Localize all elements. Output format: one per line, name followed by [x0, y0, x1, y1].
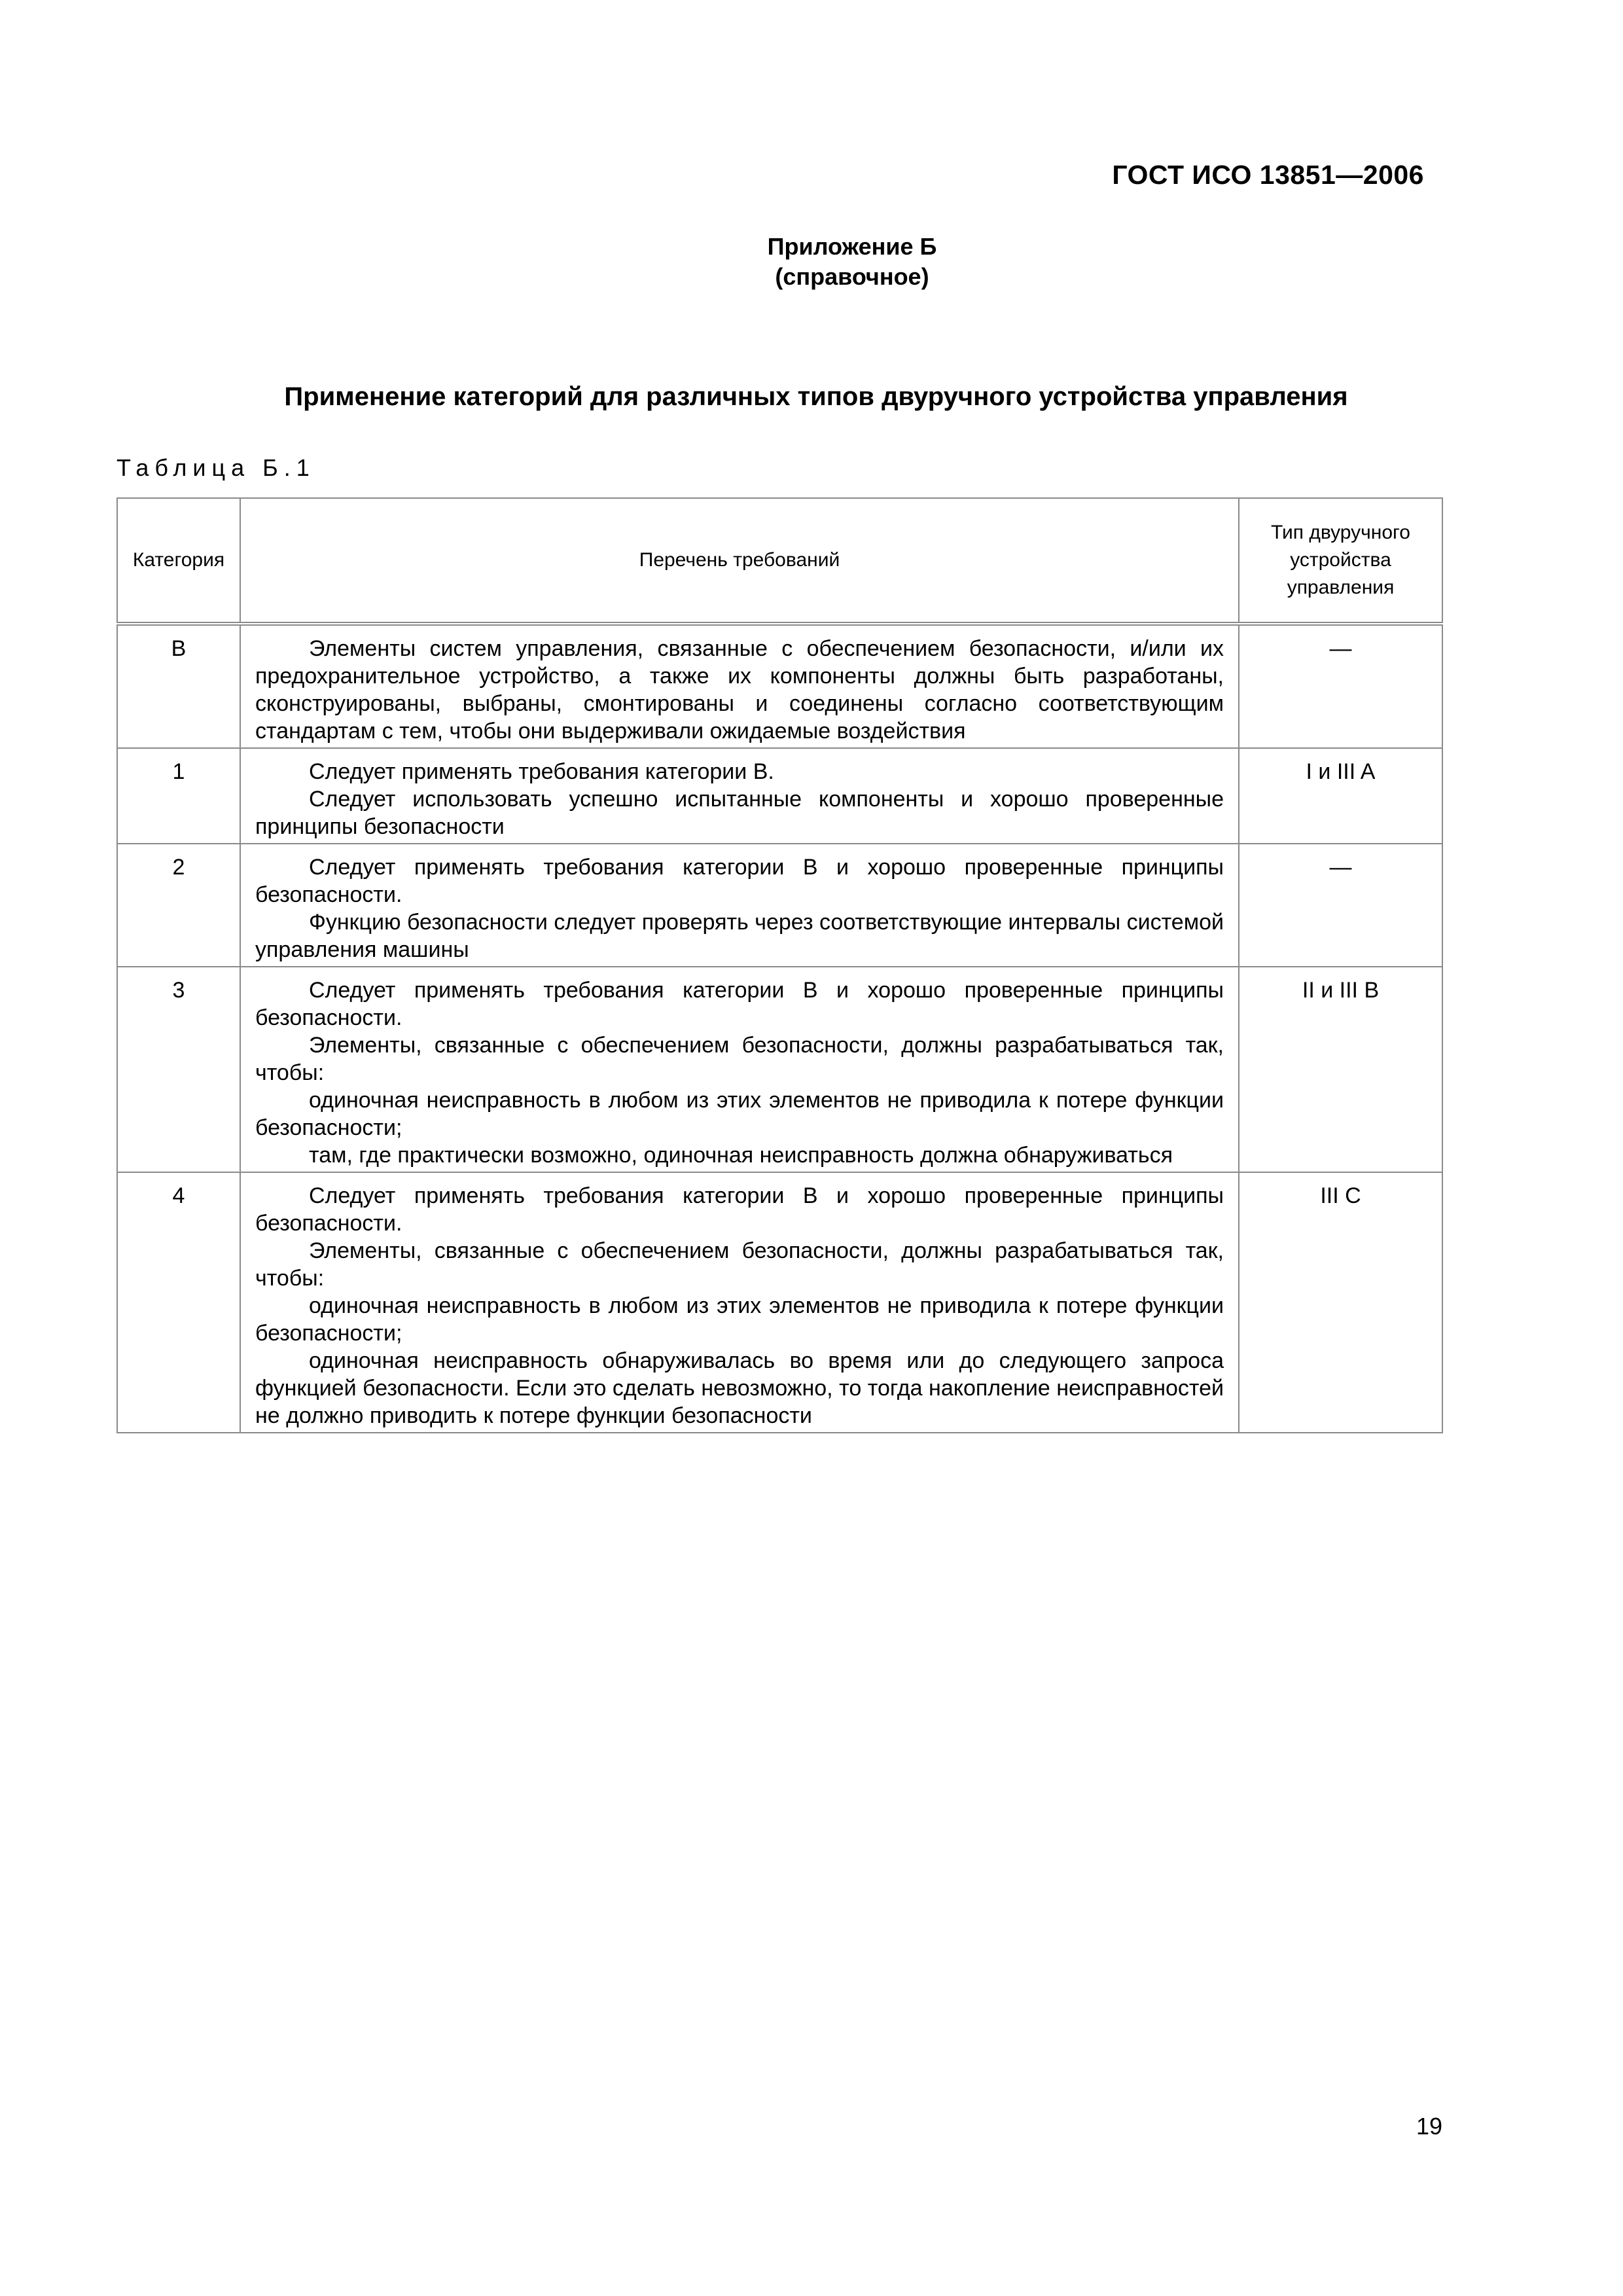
row-category: 2 — [117, 844, 240, 967]
row-device-type: III C — [1239, 1172, 1442, 1433]
requirement-paragraph: одиночная неисправность обнаруживалась во время или до следующего запроса функцией безопасности. Если это сделать невозможно, то тогда накопление неисправностей не должно приводить к потере функции безопасности — [255, 1348, 1224, 1428]
row-requirements — [240, 748, 1239, 844]
row-device-type: II и III B — [1239, 967, 1442, 1172]
row-device-type: I и III A — [1239, 748, 1442, 844]
requirement-paragraph: Элементы систем управления, связанные с обеспечением безопасности, и/или их предохранительное устройство, а также их компоненты должны быть разработаны, сконструированы, выбраны, смонтированы и соединены согласно соответствующим стандартам с тем, чтобы они выдерживали ожидаемые воздействия — [255, 636, 1224, 744]
row-requirements — [240, 624, 1239, 748]
header-category: Категория — [117, 498, 240, 624]
header-requirements: Перечень требований — [240, 498, 1239, 624]
table-header-row — [117, 498, 1442, 624]
row-device-type: — — [1239, 624, 1442, 748]
requirement-paragraph: Элементы, связанные с обеспечением безопасности, должны разрабатываться так, чтобы: — [255, 1033, 1224, 1085]
table-row — [117, 624, 1442, 748]
requirement-paragraph: там, где практически возможно, одиночная неисправность должна обнаруживаться — [309, 1143, 1173, 1168]
requirement-paragraph: Следует применять требования категории В и хорошо проверенные принципы безопасности. — [255, 1183, 1224, 1236]
table-row — [117, 967, 1442, 1172]
table-label: Таблица Б.1 — [116, 454, 315, 481]
appendix-subtitle: (справочное) — [775, 263, 929, 290]
table-row — [117, 1172, 1442, 1433]
requirement-paragraph: Следует применять требования категории В и хорошо проверенные принципы безопасности. — [255, 978, 1224, 1030]
row-requirements — [240, 967, 1239, 1172]
requirement-paragraph: Элементы, связанные с обеспечением безопасности, должны разрабатываться так, чтобы: — [255, 1238, 1224, 1291]
appendix-heading — [0, 232, 1623, 292]
row-requirements — [240, 1172, 1239, 1433]
requirement-paragraph: Следует использовать успешно испытанные компоненты и хорошо проверенные принципы безопасности — [255, 787, 1224, 839]
table-row — [117, 844, 1442, 967]
document-id-header: ГОСТ ИСО 13851—2006 — [1112, 160, 1424, 190]
row-requirements — [240, 844, 1239, 967]
requirement-paragraph: одиночная неисправность в любом из этих элементов не приводила к потере функции безопасности; — [255, 1088, 1224, 1140]
appendix-title: Приложение Б — [767, 233, 937, 260]
row-device-type: — — [1239, 844, 1442, 967]
row-category: B — [117, 624, 240, 748]
header-device-type: Тип двуручного устройства управления — [1239, 498, 1442, 624]
requirement-paragraph: Следует применять требования категории В и хорошо проверенные принципы безопасности. — [255, 855, 1224, 907]
requirements-table — [116, 497, 1443, 1433]
requirement-paragraph: Следует применять требования категории В. — [309, 759, 774, 784]
page-number: 19 — [1416, 2113, 1442, 2140]
table-body — [117, 624, 1442, 1433]
section-title-text: Применение категорий для различных типов двуручного устройства управления — [284, 382, 1348, 411]
row-category: 3 — [117, 967, 240, 1172]
requirement-paragraph: Функцию безопасности следует проверять через соответствующие интервалы системой управления машины — [255, 910, 1224, 962]
table-row — [117, 748, 1442, 844]
row-category: 4 — [117, 1172, 240, 1433]
requirement-paragraph: одиночная неисправность в любом из этих элементов не приводила к потере функции безопасности; — [255, 1293, 1224, 1346]
section-title — [0, 382, 1623, 412]
row-category: 1 — [117, 748, 240, 844]
